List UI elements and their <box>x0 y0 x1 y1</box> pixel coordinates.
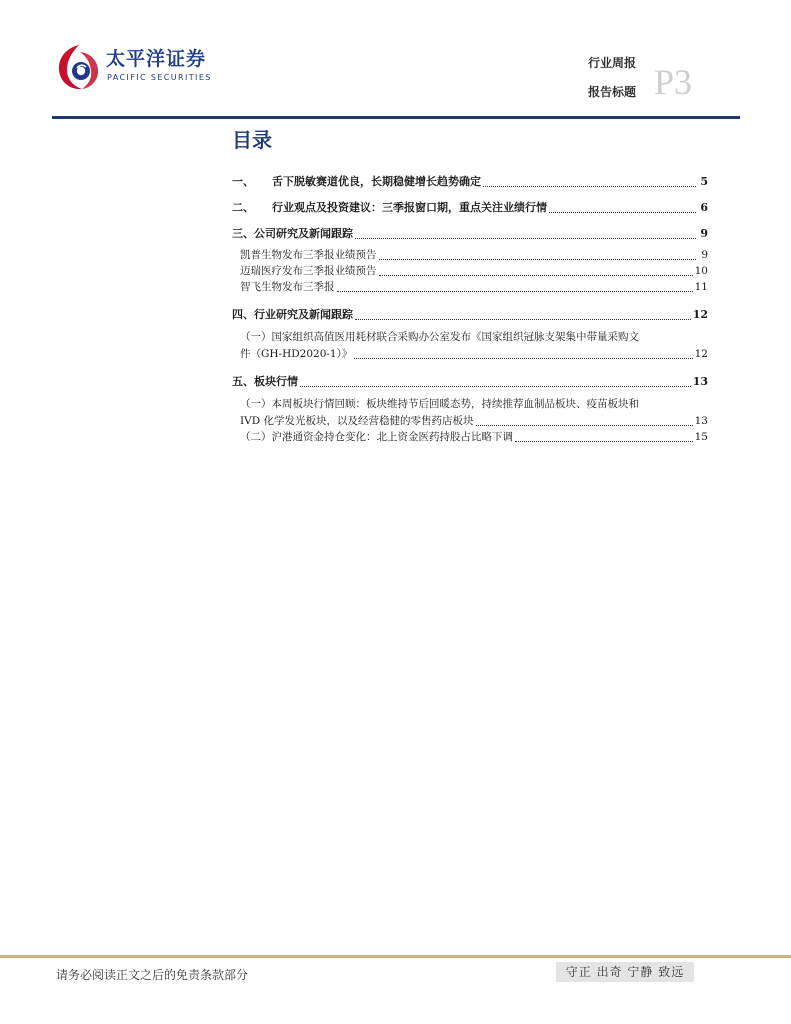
toc-leader <box>354 350 692 359</box>
toc-leader <box>483 178 696 187</box>
toc-entry-label: 智飞生物发布三季报 <box>240 281 335 293</box>
toc-leader <box>515 433 693 442</box>
toc-entry-page: 13 <box>694 415 708 427</box>
toc-entry-5-2[interactable] <box>232 429 708 445</box>
footer-disclaimer: 请务必阅读正文之后的免责条款部分 <box>56 968 249 982</box>
toc-entry-5-1[interactable] <box>232 396 708 429</box>
toc-entry-label-line1: （一）本周板块行情回顾：板块维持节后回暖态势，持续推荐血制品板块、疫苗板块和 <box>240 398 639 410</box>
toc-leader <box>300 378 691 387</box>
toc-entry-label: 舌下脱敏赛道优良，长期稳健增长趋势确定 <box>272 175 481 188</box>
toc-entry-page: 9 <box>701 249 708 261</box>
toc-entry-page: 12 <box>692 308 708 321</box>
toc-entry-label-line2: IVD 化学发光板块，以及经营稳健的零售药店板块 <box>240 415 474 427</box>
report-title: 报告标题 <box>588 85 637 99</box>
pacific-securities-emblem-icon <box>56 42 102 92</box>
toc-entry-3-2[interactable] <box>232 263 708 279</box>
logo-chinese-name: 太平洋证券 <box>106 48 207 70</box>
logo-english-name: PACIFIC SECURITIES <box>107 73 212 82</box>
toc-entry-3-3[interactable] <box>232 279 708 295</box>
toc-entry-3-1[interactable] <box>232 247 708 263</box>
toc-leader <box>355 311 691 320</box>
header-divider <box>52 116 740 119</box>
toc-entry-1[interactable] <box>232 174 708 190</box>
page-number: P3 <box>654 62 693 102</box>
toc-entry-label: （二）沪港通资金持仓变化：北上资金医药持股占比略下调 <box>240 431 513 443</box>
toc-entry-label-line1: （一）国家组织高值医用耗材联合采购办公室发布《国家组织冠脉支架集中带量采购文 <box>240 331 639 343</box>
toc-entry-label: 行业观点及投资建议：三季报窗口期，重点关注业绩行情 <box>272 201 547 214</box>
toc-entry-label: 凯普生物发布三季报业绩预告 <box>240 249 377 261</box>
toc-leader <box>379 267 693 276</box>
report-type: 行业周报 <box>588 56 637 70</box>
toc-entry-4-1[interactable] <box>232 329 708 362</box>
footer-slogan: 守正 出奇 宁静 致远 <box>556 962 694 982</box>
toc-entry-5[interactable] <box>232 374 708 390</box>
toc-entry-4[interactable] <box>232 307 708 323</box>
toc-entry-label: 三、公司研究及新闻跟踪 <box>232 227 353 240</box>
toc-entry-label: 四、行业研究及新闻跟踪 <box>232 308 353 321</box>
toc-entry-page: 12 <box>694 348 708 360</box>
toc-entry-2[interactable] <box>232 200 708 216</box>
toc-leader <box>337 283 693 292</box>
toc-entry-label: 五、板块行情 <box>232 375 298 388</box>
toc-entry-page: 15 <box>694 431 708 443</box>
toc-leader <box>476 417 693 426</box>
toc-entry-page: 6 <box>700 201 708 214</box>
toc-leader <box>549 204 696 213</box>
toc-entry-label: 迈瑞医疗发布三季报业绩预告 <box>240 265 377 277</box>
toc-entry-page: 13 <box>692 375 708 388</box>
toc-entry-page: 5 <box>700 175 708 188</box>
toc-leader <box>379 251 697 260</box>
table-of-contents <box>232 174 708 445</box>
toc-entry-page: 9 <box>700 227 708 240</box>
company-logo <box>56 42 216 102</box>
toc-entry-page: 10 <box>694 265 708 277</box>
toc-entry-number: 二、 <box>232 201 254 214</box>
toc-leader <box>355 230 696 239</box>
toc-entry-page: 11 <box>694 281 708 293</box>
toc-heading: 目录 <box>232 128 272 152</box>
toc-entry-number: 一、 <box>232 175 254 188</box>
footer-divider <box>0 955 791 958</box>
toc-entry-label-line2: 件（GH-HD2020-1）》 <box>240 348 353 360</box>
toc-entry-3[interactable] <box>232 226 708 242</box>
